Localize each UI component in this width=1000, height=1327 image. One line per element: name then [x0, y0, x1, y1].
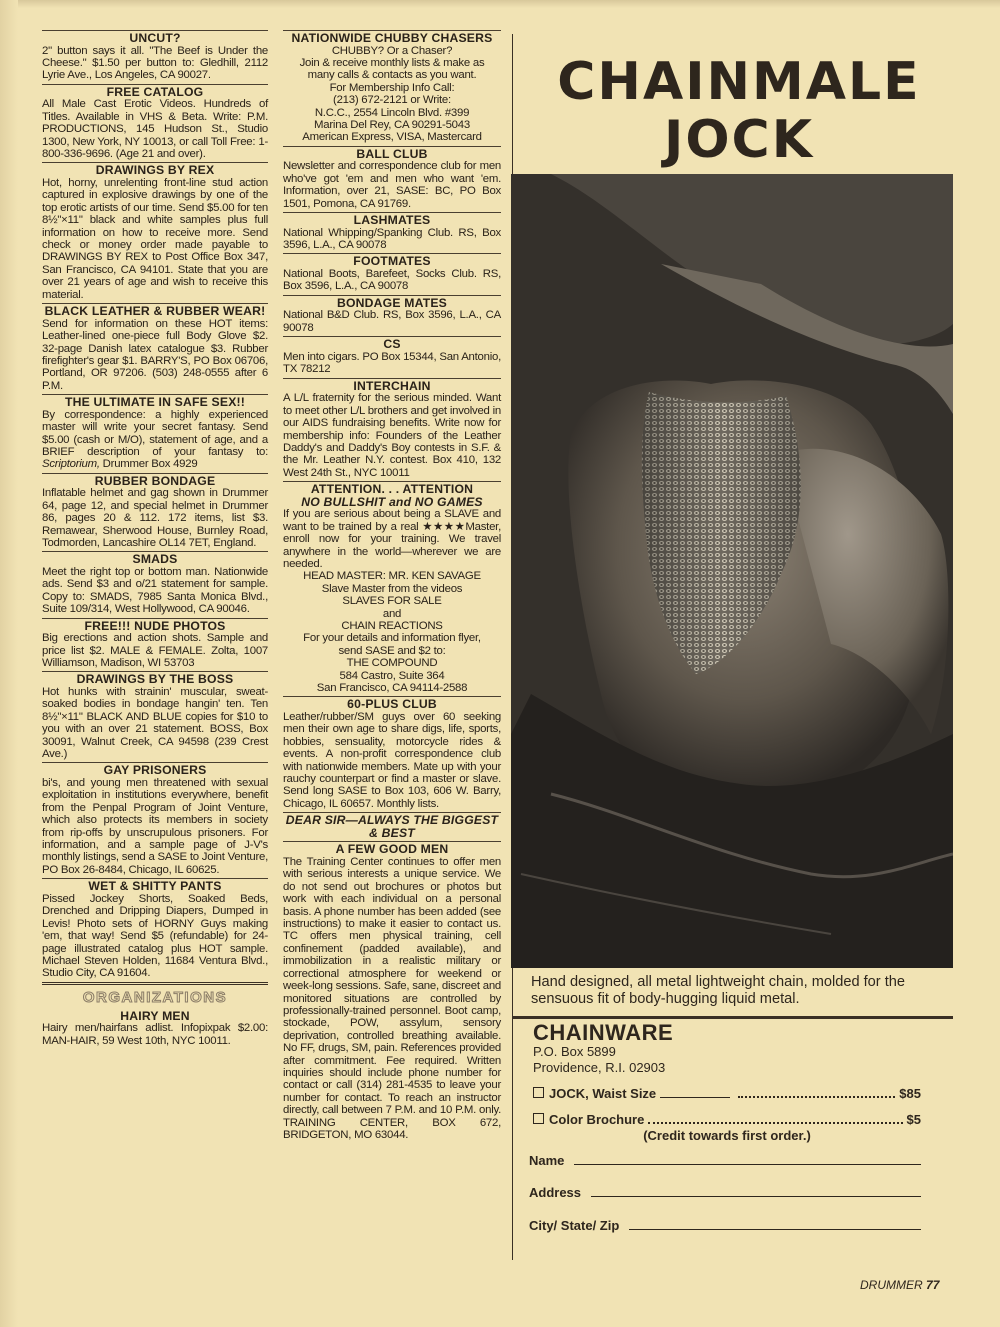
ad-body: [283, 856, 501, 1141]
classified-ad-smads: [42, 552, 268, 618]
ad-line: Slave Master from the videos: [321, 582, 463, 595]
ad-heading: 60-PLUS CLUB: [347, 697, 437, 712]
ad-body: [42, 487, 268, 549]
classified-ad-wet-shitty-pants: [42, 879, 268, 984]
ad-line: Join & receive monthly lists & make as: [299, 57, 485, 69]
magazine-name: DRUMMER: [860, 1278, 923, 1292]
ad-body: [42, 1022, 268, 1047]
classifieds-column-1: [42, 30, 268, 1049]
ad-body: [42, 318, 268, 392]
ad-body-text: Newsletter and correspondence club for men who've got 'em and men who want 'em. Information, over 21, SASE: BC, PO Box 1501, Pomona, CA 91769.: [283, 160, 501, 210]
ad-body-text: Hot, horny, unrelenting front-line stud action captured in explosive drawings by one of the top erotic artists of our time. Send $5.00 for ten 8½"×11" black and white samples plus full information on how to receive more. Send check or money order made payable to DRAWINGS BY REX to Post Office Box 347, San Francisco, CA 94101. State that you are over 21 years of age and wish to receive this material.: [42, 177, 268, 301]
leader-dots: [738, 1086, 895, 1098]
ad-line: SLAVES FOR SALE: [342, 595, 442, 608]
company-name: CHAINWARE: [533, 1020, 674, 1045]
ad-body-text: Hot hunks with strainin' muscular, sweat-soaked bodies in bondage hangin' ten. Ten 8½"×11" BLACK AND BLUE copies for $10 to you with an over 21 statement. BOSS, Box 30091, Walnut Creek, CA 94598 (239 Crest Ave.): [42, 686, 268, 761]
classified-ad-drawings-by-rex: [42, 163, 268, 304]
ad-centered-lines: [283, 45, 501, 144]
classified-ad-ball-club: [283, 147, 501, 213]
order-item-brochure[interactable]: [533, 1112, 921, 1127]
ad-body: [283, 227, 501, 252]
name-field-row[interactable]: [529, 1152, 921, 1168]
brochure-price: $5: [906, 1112, 921, 1127]
ad-body: [283, 508, 501, 570]
order-item-jock[interactable]: [533, 1086, 921, 1101]
credit-note: (Credit towards first order.): [643, 1128, 811, 1143]
ad-line: For Membership Info Call:: [329, 81, 455, 94]
leader-dots: [648, 1112, 902, 1124]
ad-heading: WET & SHITTY PANTS: [88, 879, 222, 894]
ad-line: CHAIN REACTIONS: [341, 619, 443, 632]
classified-ad-attention-attention: [283, 482, 501, 697]
ad-centered-lines: [283, 570, 501, 694]
ad-heading: A FEW GOOD MEN: [335, 842, 449, 857]
ad-line: THE COMPOUND: [346, 657, 438, 670]
ad-title-line-1: CHAINMALE: [557, 52, 921, 112]
address-line-1: P.O. Box 5899: [533, 1044, 616, 1059]
city-state-zip-field-row[interactable]: [529, 1217, 921, 1233]
classified-ad-hairy-men: [42, 1009, 268, 1049]
ad-line: and: [382, 607, 402, 620]
ad-heading: LASHMATES: [353, 213, 431, 228]
city-state-zip-label: City/ State/ Zip: [529, 1218, 620, 1233]
ad-body-text: By correspondence: a highly experienced master will write your secret fantasy. Send $5.00 (cash or M/O), statement of age, and a BRIEF description of your fantasy to:: [42, 408, 268, 458]
ad-line: N.C.C., 2554 Lincoln Blvd. #399: [314, 106, 470, 119]
section-heading-organizations: ORGANIZATIONS: [82, 988, 228, 1006]
ad-line: American Express, VISA, Mastercard: [302, 131, 482, 144]
product-photo: [511, 174, 953, 968]
classified-ad-the-ultimate-in-safe-sex: [42, 395, 268, 474]
ad-body-text: If you are serious about being a SLAVE and want to be trained by a real ★★★★Master, enroll now for your training. We travel anywhere in the world—wherever we are needed.: [283, 508, 501, 570]
ad-heading: BALL CLUB: [356, 146, 428, 161]
brochure-checkbox[interactable]: [533, 1113, 544, 1124]
ad-body: [42, 566, 268, 616]
ad-body: [283, 160, 501, 210]
brochure-label: Color Brochure: [549, 1112, 645, 1127]
classified-ad-cs: [283, 337, 501, 378]
ad-heading: RUBBER BONDAGE: [94, 473, 216, 488]
ad-subheading: NO BULLSHIT and NO GAMES: [301, 494, 483, 509]
ad-heading: DRAWINGS BY REX: [95, 163, 215, 178]
ad-body-text: Big erections and action shots. Sample and price list $2. MALE & FEMALE. Zolta, 1007 Williamson, Madison, WI 53703: [42, 632, 268, 669]
city-state-zip-field[interactable]: [629, 1217, 921, 1230]
ad-body: [283, 268, 501, 293]
name-field[interactable]: [574, 1152, 921, 1165]
ad-body-text: Send for information on these HOT items: Leather-lined one-piece full Body Glove $2. 32-page Danish latex catalogue $3. Rubber firefighter's gear $1. BARRY'S, PO Box 06706, Portland, OR 97206. (503) 248-0555 after 6 P.M.: [42, 317, 268, 392]
ad-heading: NATIONWIDE CHUBBY CHASERS: [291, 31, 493, 45]
classified-ad-lashmates: [283, 213, 501, 254]
jock-label: JOCK, Waist Size: [549, 1086, 657, 1101]
ad-heading: DEAR SIR—ALWAYS THE BIGGEST & BEST: [285, 813, 499, 840]
ad-heading: CS: [383, 337, 401, 352]
classified-ad-interchain: [283, 379, 501, 482]
classified-ad-rubber-bondage: [42, 474, 268, 553]
page-footer: [860, 1278, 939, 1292]
ad-body: [283, 309, 501, 334]
page-gutter: [0, 0, 18, 1327]
ad-body-text: National Whipping/Spanking Club. RS, Box 3596, L.A., CA 90078: [283, 226, 501, 252]
ad-body-text: Leather/rubber/SM guys over 60 seeking men their own age to share digs, life, sports, hobbies, sensuality, motorcycle rides & events. A non-profit correspondence club with nationwide members. Mate up with your rauchy counterpart or find a master or slave. Send long SASE to Box 103, 606 W. Barry, Chicago, IL 60657. Monthly lists.: [283, 711, 501, 810]
classified-ad-a-few-good-men: [283, 842, 501, 1143]
ad-body-text: All Male Cast Erotic Videos. Hundreds of Titles. Available in VHS & Beta. Write: P.M. PRODUCTIONS, 145 Hudson St., Studio 1300, New York, NY 10013, or call Toll Free: 1-800-336-9696. (Age 21 and over).: [42, 98, 268, 161]
ad-line: send SASE and $2 to:: [338, 644, 446, 657]
classified-ad-free-nude-photos: [42, 619, 268, 673]
ad-line: For your details and information flyer,: [303, 632, 481, 645]
ad-heading: ATTENTION. . . ATTENTION: [310, 482, 474, 497]
ad-body-text: A L/L fraternity for the serious minded. Want to meet other L/L brothers and get involved in our AIDS fundraising benefits. Write now for membership info: Founders of the Leather Daddy's and Daddy's Boy contests in S.F. & the Mr. Leather N.Y. contest. Box 410, 132 West 24th St., NYC 10011: [283, 392, 501, 479]
ad-heading: GAY PRISONERS: [103, 763, 207, 778]
chainmale-jock-advertisement: [512, 34, 965, 1260]
ad-body-text: 2" button says it all. "The Beef is Under the Cheese." $1.50 per button to: Gledhill, 2112 Lyrie Ave., Los Angeles, CA 90027.: [42, 44, 268, 82]
ad-body-italic: Scriptorium,: [42, 458, 100, 471]
product-photo-illustration: [511, 174, 953, 968]
ad-body: [42, 98, 268, 160]
ad-heading: BLACK LEATHER & RUBBER WEAR!: [44, 304, 266, 319]
ad-line: 584 Castro, Suite 364: [339, 669, 445, 682]
ad-body: [283, 392, 501, 479]
ad-heading: BONDAGE MATES: [336, 295, 448, 310]
ad-line: San Francisco, CA 94114-2588: [316, 682, 468, 694]
ad-heading: FOOTMATES: [353, 254, 431, 269]
ad-body-text: National B&D Club. RS, Box 3596, L.A., CA 90078: [283, 309, 501, 334]
ad-body-text: Meet the right top or bottom man. Nationwide ads. Send $3 and o/21 statement for sample. Copy to: SMADS, 7985 Santa Monica Blvd., Suite 109/314, West Hollywood, CA 90046.: [42, 565, 268, 616]
ad-title-line-2: JOCK: [663, 110, 814, 170]
ad-body-text: Hairy men/hairfans adlist. Infopixpak $2.00: MAN-HAIR, 59 West 10th, NYC 10011.: [42, 1022, 268, 1047]
ad-caption: Hand designed, all metal lightweight chain, molded for the sensuous fit of body-hugging liquid metal.: [531, 974, 905, 1007]
ad-body-text: National Boots, Barefeet, Socks Club. RS, Box 3596, L.A., CA 90078: [283, 268, 501, 293]
ad-heading: INTERCHAIN: [353, 378, 431, 393]
ad-body: [42, 45, 268, 82]
page-number: 77: [926, 1278, 940, 1292]
ad-line: many calls & contacts as you want.: [307, 69, 477, 82]
ad-body: [42, 686, 268, 760]
classified-ad-dear-sir-always-the-biggest-best: [283, 813, 501, 842]
classified-ad-uncut: [42, 31, 268, 85]
classified-ad-nationwide-chubby-chasers: [283, 31, 501, 147]
ad-body: [42, 777, 268, 876]
jock-checkbox[interactable]: [533, 1087, 544, 1098]
ad-body: [42, 632, 268, 669]
ad-line: Marina Del Rey, CA 90291-5043: [314, 119, 470, 132]
address-label: Address: [529, 1185, 582, 1200]
ad-heading: DRAWINGS BY THE BOSS: [76, 672, 234, 687]
classified-ad-60-plus-club: [283, 697, 501, 813]
waist-size-blank[interactable]: [660, 1087, 730, 1098]
classifieds-column-2: [283, 30, 501, 1143]
classified-ad-gay-prisoners: [42, 763, 268, 879]
name-label: Name: [529, 1153, 565, 1168]
ad-line: (213) 672-2121 or Write:: [333, 94, 451, 107]
ad-body-text: bi's, and young men threatened with sexual exploitation in institutions everywhere, benefit from the Penpal Program of Joint Venture, which also protects its members in society from rip-offs by unscrupulous prisoners. For information, and a sample page of J-V's monthly listings, send a SASE to Joint Venture, PO Box 26-8484, Chicago, IL 60625.: [42, 777, 268, 876]
ad-body-text: The Training Center continues to offer men with serious interests a unique service. We do not send out brochures or photos but work with each individual on a personal basis. A phone number has been added (see instructions) to make it easier to contact us. TC offers men physical training, cell confinement (padded available), and immobilization in a realistic military or correctional atmosphere for weekend or week-long sessions. Safe, sane, discreet and monitored situations are controlled by professionally-trained personnel. Boot camp, stockade, POW, assylum, sensory deprivation, controlled breathing available. No FF, drugs, SM, pain. References provided after commitment. Fee required. Written inquiries should include phone number for contact or call (314) 281-4535 to leave your number for contact. To reach an instructor directly, call between 7 P.M. and 10 P.M. only. TRAINING CENTER, BOX 672, BRIDGETON, MO 63044.: [283, 856, 501, 1141]
ad-body: [42, 893, 268, 980]
ad-body-text: Inflatable helmet and gag shown in Drummer 64, page 12, and special helmet in Drummer 86, pages 20 & 112. 172 items, list $3. Remawear, Sherwood House, Burnley Road, Todmorden, Lancashire OL14 7ET, England.: [42, 487, 268, 549]
classified-ad-footmates: [283, 254, 501, 295]
classified-ad-black-leather-rubber-wear: [42, 304, 268, 395]
ad-body-tail: Drummer Box 4929: [99, 458, 198, 471]
ad-line: CHUBBY? Or a Chaser?: [331, 44, 453, 57]
ad-heading: THE ULTIMATE IN SAFE SEX!!: [64, 395, 246, 410]
ad-heading: UNCUT?: [129, 31, 181, 45]
ad-heading: HAIRY MEN: [120, 1008, 190, 1023]
classified-ad-bondage-mates: [283, 296, 501, 337]
ad-body: [42, 177, 268, 301]
ad-body-text: Men into cigars. PO Box 15344, San Antonio, TX 78212: [283, 350, 501, 376]
ad-body: [42, 409, 268, 471]
ad-heading: SMADS: [132, 552, 178, 567]
classified-ad-drawings-by-the-boss: [42, 672, 268, 763]
address-field-row[interactable]: [529, 1184, 921, 1200]
classified-ad-free-catalog: [42, 85, 268, 164]
ad-body: [283, 711, 501, 810]
ad-divider: [513, 1016, 953, 1019]
address-field[interactable]: [591, 1184, 921, 1197]
address-line-2: Providence, R.I. 02903: [533, 1060, 666, 1075]
ad-body-text: Pissed Jockey Shorts, Soaked Beds, Drenched and Dripping Diapers, Dumped in Levis! Photo sets of HORNY Guys making 'em, that way! Send $5 (refundable) for 24-page illustrated catalog plus HOT sample. Michael Steven Holden, 11684 Ventura Blvd., Studio City, CA 91604.: [42, 892, 268, 980]
ad-body: [283, 351, 501, 376]
ad-heading: FREE CATALOG: [106, 84, 204, 99]
page-top-edge: [0, 0, 1000, 8]
jock-price: $85: [899, 1086, 921, 1101]
ad-line: HEAD MASTER: MR. KEN SAVAGE: [303, 570, 481, 583]
ad-heading: FREE!!! NUDE PHOTOS: [84, 618, 226, 633]
